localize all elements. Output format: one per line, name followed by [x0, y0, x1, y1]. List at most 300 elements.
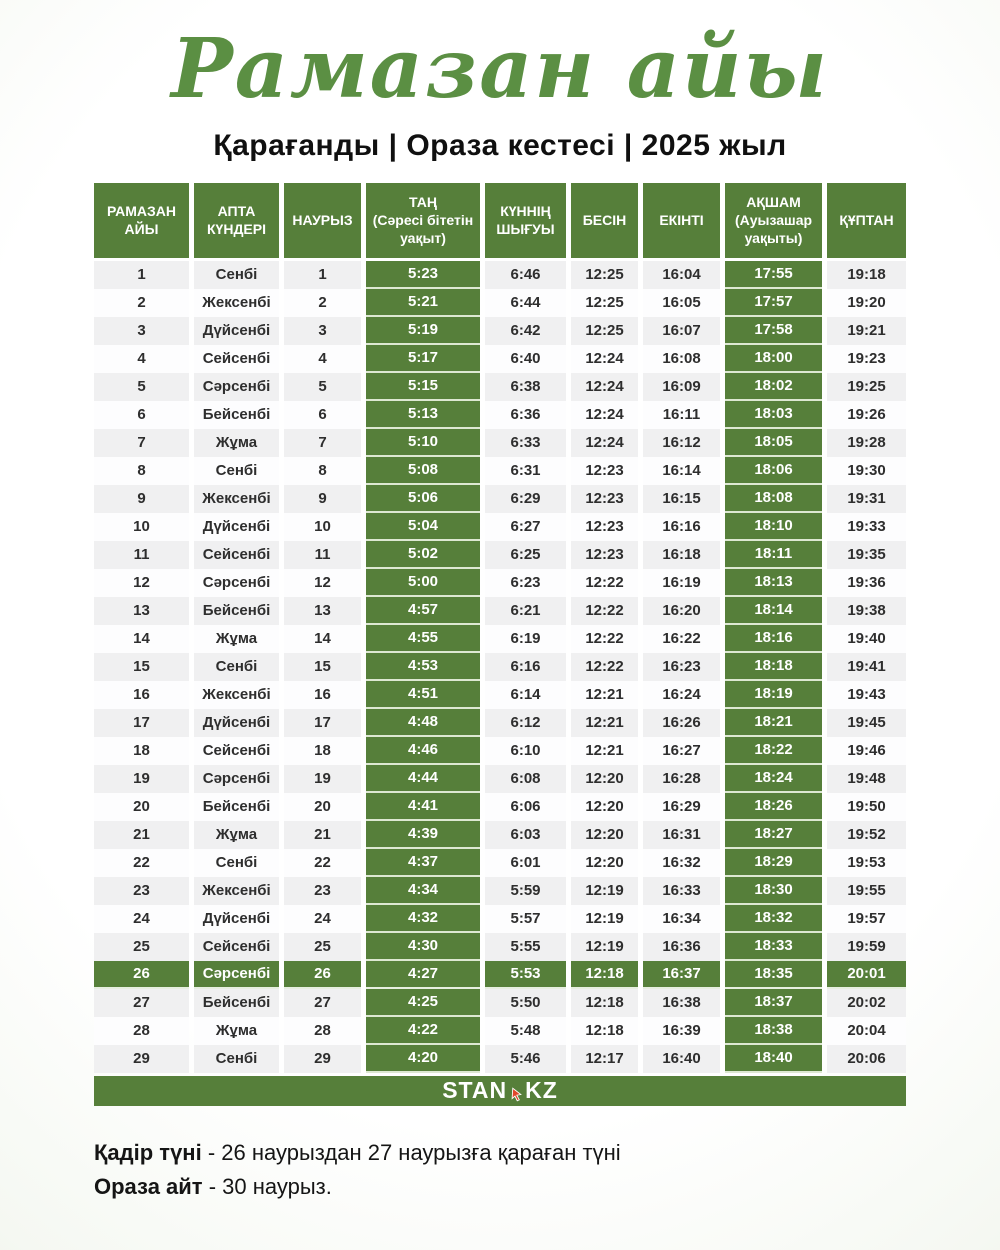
table-cell: 17:55 [725, 261, 822, 289]
table-cell: 18:22 [725, 737, 822, 765]
table-cell: 5:48 [485, 1017, 566, 1045]
table-cell: 12:22 [571, 625, 638, 653]
column-header: АПТА КҮНДЕРІ [194, 183, 279, 258]
table-cell: 12:20 [571, 821, 638, 849]
table-cell: 20:04 [827, 1017, 906, 1045]
table-cell: 18:03 [725, 401, 822, 429]
table-row [94, 289, 906, 317]
table-cell: 18:16 [725, 625, 822, 653]
table-cell: 13 [284, 597, 361, 625]
table-cell: 16:40 [643, 1045, 720, 1073]
table-cell: 5:46 [485, 1045, 566, 1073]
table-cell: 19:30 [827, 457, 906, 485]
table-cell: 6:10 [485, 737, 566, 765]
table-cell: 12:25 [571, 261, 638, 289]
table-cell: 18:33 [725, 933, 822, 961]
table-cell: 12:25 [571, 289, 638, 317]
table-cell: 5:04 [366, 513, 480, 541]
table-cell: 29 [94, 1045, 189, 1073]
table-cell: 17:58 [725, 317, 822, 345]
table-cell: 9 [94, 485, 189, 513]
table-cell: 27 [94, 989, 189, 1017]
table-row [94, 821, 906, 849]
table-cell: 16:04 [643, 261, 720, 289]
table-row [94, 625, 906, 653]
table-cell: 16:20 [643, 597, 720, 625]
table-cell: 26 [284, 961, 361, 989]
table-cell: 5:59 [485, 877, 566, 905]
table-cell: 6:33 [485, 429, 566, 457]
table-cell: 6:08 [485, 765, 566, 793]
table-cell: 19:43 [827, 681, 906, 709]
table-cell: 12:21 [571, 709, 638, 737]
table-cell: 6:29 [485, 485, 566, 513]
table-cell: 18:13 [725, 569, 822, 597]
table-row [94, 681, 906, 709]
table-cell: 18:35 [725, 961, 822, 989]
table-cell: 17 [94, 709, 189, 737]
column-header: РАМАЗАН АЙЫ [94, 183, 189, 258]
table-cell: 18:26 [725, 793, 822, 821]
table-cell: 6:46 [485, 261, 566, 289]
table-cell: Сейсенбі [194, 541, 279, 569]
table-row [94, 317, 906, 345]
table-cell: 18:14 [725, 597, 822, 625]
table-cell: 26 [94, 961, 189, 989]
table-cell: 10 [94, 513, 189, 541]
table-cell: 19:40 [827, 625, 906, 653]
table-cell: 18:08 [725, 485, 822, 513]
table-cell: 20 [284, 793, 361, 821]
table-cell: 4:51 [366, 681, 480, 709]
table-cell: Жұма [194, 821, 279, 849]
table-cell: Сейсенбі [194, 933, 279, 961]
table-cell: 12:19 [571, 905, 638, 933]
table-cell: 4:41 [366, 793, 480, 821]
table-cell: 12:17 [571, 1045, 638, 1073]
table-cell: 12:22 [571, 653, 638, 681]
table-cell: 4 [284, 345, 361, 373]
table-cell: 6:23 [485, 569, 566, 597]
note-text: - 30 наурыз. [202, 1173, 332, 1199]
table-cell: 22 [94, 849, 189, 877]
table-header-row [94, 183, 906, 258]
table-cell: 4:34 [366, 877, 480, 905]
table-cell: 5:53 [485, 961, 566, 989]
table-cell: 12 [284, 569, 361, 597]
table-cell: 19 [284, 765, 361, 793]
table-row [94, 1045, 906, 1073]
table-cell: 18:06 [725, 457, 822, 485]
table-cell: 18:24 [725, 765, 822, 793]
table-cell: 17:57 [725, 289, 822, 317]
table-cell: 17 [284, 709, 361, 737]
table-cell: 11 [94, 541, 189, 569]
table-cell: 10 [284, 513, 361, 541]
table-cell: 5 [94, 373, 189, 401]
table-cell: 16:26 [643, 709, 720, 737]
table-cell: 4:25 [366, 989, 480, 1017]
table-cell: 16:36 [643, 933, 720, 961]
column-header: КҮННІҢ ШЫҒУЫ [485, 183, 566, 258]
table-cell: 16:24 [643, 681, 720, 709]
table-cell: 12:19 [571, 933, 638, 961]
table-cell: 12:20 [571, 849, 638, 877]
table-cell: 16:38 [643, 989, 720, 1017]
logo-text-kz: KZ [525, 1077, 558, 1104]
table-cell: 16:23 [643, 653, 720, 681]
table-cell: 5:17 [366, 345, 480, 373]
table-cell: 4:53 [366, 653, 480, 681]
prayer-times-table [94, 183, 906, 1106]
table-cell: 4:55 [366, 625, 480, 653]
table-cell: Дүйсенбі [194, 905, 279, 933]
table-cell: 6:44 [485, 289, 566, 317]
table-cell: 2 [94, 289, 189, 317]
table-row [94, 429, 906, 457]
table-cell: 28 [284, 1017, 361, 1045]
table-cell: 19:36 [827, 569, 906, 597]
table-cell: Дүйсенбі [194, 709, 279, 737]
table-cell: 12:22 [571, 597, 638, 625]
table-cell: Сенбі [194, 849, 279, 877]
table-row [94, 961, 906, 989]
table-cell: 13 [94, 597, 189, 625]
table-cell: 16:37 [643, 961, 720, 989]
table-cell: 7 [94, 429, 189, 457]
table-row [94, 569, 906, 597]
table-cell: 4:57 [366, 597, 480, 625]
table-row [94, 261, 906, 289]
table-cell: 19:52 [827, 821, 906, 849]
table-cell: 12:22 [571, 569, 638, 597]
table-cell: Дүйсенбі [194, 317, 279, 345]
table-cell: 19:59 [827, 933, 906, 961]
logo-bar [94, 1076, 906, 1106]
table-row [94, 513, 906, 541]
table-cell: 29 [284, 1045, 361, 1073]
cursor-icon [509, 1086, 524, 1103]
table-cell: 18:38 [725, 1017, 822, 1045]
note-term: Ораза айт [94, 1173, 203, 1199]
table-cell: 5:57 [485, 905, 566, 933]
table-cell: 6:42 [485, 317, 566, 345]
table-cell: 19:33 [827, 513, 906, 541]
column-header: ЕКІНТІ [643, 183, 720, 258]
table-cell: 16:31 [643, 821, 720, 849]
table-cell: 12:23 [571, 485, 638, 513]
table-cell: 6:14 [485, 681, 566, 709]
table-cell: Сейсенбі [194, 737, 279, 765]
table-row [94, 373, 906, 401]
table-cell: 2 [284, 289, 361, 317]
table-row [94, 933, 906, 961]
table-cell: 19:45 [827, 709, 906, 737]
table-cell: Сәрсенбі [194, 961, 279, 989]
table-cell: 22 [284, 849, 361, 877]
table-cell: 5:19 [366, 317, 480, 345]
table-cell: 24 [284, 905, 361, 933]
table-cell: 25 [94, 933, 189, 961]
table-row [94, 765, 906, 793]
table-cell: 20 [94, 793, 189, 821]
table-cell: 5:13 [366, 401, 480, 429]
table-cell: 3 [94, 317, 189, 345]
table-cell: 19:28 [827, 429, 906, 457]
table-cell: Сенбі [194, 457, 279, 485]
table-cell: 18:05 [725, 429, 822, 457]
table-cell: 19:25 [827, 373, 906, 401]
table-cell: 6:01 [485, 849, 566, 877]
table-cell: 5:21 [366, 289, 480, 317]
table-cell: 12:21 [571, 737, 638, 765]
table-cell: 18:32 [725, 905, 822, 933]
table-cell: 8 [284, 457, 361, 485]
table-cell: 1 [94, 261, 189, 289]
table-row [94, 653, 906, 681]
table-cell: 18:00 [725, 345, 822, 373]
table-cell: 14 [94, 625, 189, 653]
table-cell: 18:02 [725, 373, 822, 401]
table-cell: 16:08 [643, 345, 720, 373]
table-row [94, 485, 906, 513]
table-row [94, 793, 906, 821]
table-cell: 18:30 [725, 877, 822, 905]
table-cell: 23 [284, 877, 361, 905]
table-cell: 12:18 [571, 989, 638, 1017]
table-cell: 4:32 [366, 905, 480, 933]
column-header: ТАҢ (Сәресі бітетін уақыт) [366, 183, 480, 258]
table-cell: 6:38 [485, 373, 566, 401]
table-cell: 12:24 [571, 345, 638, 373]
table-cell: Сәрсенбі [194, 373, 279, 401]
table-cell: 19:41 [827, 653, 906, 681]
table-cell: 18:11 [725, 541, 822, 569]
table-cell: Жұма [194, 1017, 279, 1045]
note-oraza-ait [94, 1170, 1000, 1204]
table-cell: 19:50 [827, 793, 906, 821]
table-cell: 16:32 [643, 849, 720, 877]
stan-kz-logo [442, 1077, 558, 1104]
table-cell: 5:50 [485, 989, 566, 1017]
table-cell: 16 [94, 681, 189, 709]
table-cell: 5:02 [366, 541, 480, 569]
table-cell: 16:16 [643, 513, 720, 541]
note-qadir-night [94, 1136, 1000, 1170]
table-cell: 4:44 [366, 765, 480, 793]
table-cell: 18:37 [725, 989, 822, 1017]
table-cell: 19:46 [827, 737, 906, 765]
table-cell: 24 [94, 905, 189, 933]
table-cell: 12 [94, 569, 189, 597]
table-cell: 6:06 [485, 793, 566, 821]
table-cell: 1 [284, 261, 361, 289]
table-cell: 16:11 [643, 401, 720, 429]
table-cell: 16:27 [643, 737, 720, 765]
table-cell: 6:19 [485, 625, 566, 653]
table-cell: 16:33 [643, 877, 720, 905]
table-cell: 19:55 [827, 877, 906, 905]
table-cell: 18:18 [725, 653, 822, 681]
table-cell: 28 [94, 1017, 189, 1045]
column-header: НАУРЫЗ [284, 183, 361, 258]
table-cell: 4:46 [366, 737, 480, 765]
table-cell: 5:00 [366, 569, 480, 597]
table-cell: Сейсенбі [194, 345, 279, 373]
table-row [94, 1017, 906, 1045]
table-row [94, 345, 906, 373]
table-cell: 16:12 [643, 429, 720, 457]
table-row [94, 877, 906, 905]
table-cell: 18 [94, 737, 189, 765]
table-cell: 18:21 [725, 709, 822, 737]
table-cell: 18:10 [725, 513, 822, 541]
table-cell: 5:15 [366, 373, 480, 401]
table-cell: 6 [94, 401, 189, 429]
table-cell: 16:09 [643, 373, 720, 401]
table-row [94, 541, 906, 569]
table-cell: 12:23 [571, 541, 638, 569]
table-cell: 9 [284, 485, 361, 513]
table-cell: Жексенбі [194, 681, 279, 709]
table-cell: 18:27 [725, 821, 822, 849]
table-cell: 18:29 [725, 849, 822, 877]
column-header: БЕСІН [571, 183, 638, 258]
table-cell: 6:40 [485, 345, 566, 373]
table-cell: 15 [284, 653, 361, 681]
column-header: ҚҰПТАН [827, 183, 906, 258]
table-cell: 19:48 [827, 765, 906, 793]
table-cell: 20:02 [827, 989, 906, 1017]
table-cell: 6:36 [485, 401, 566, 429]
table-cell: Жексенбі [194, 877, 279, 905]
table-cell: Сенбі [194, 653, 279, 681]
table-row [94, 709, 906, 737]
table-cell: 12:20 [571, 765, 638, 793]
table-cell: 4:22 [366, 1017, 480, 1045]
table-cell: 3 [284, 317, 361, 345]
table-cell: 12:23 [571, 513, 638, 541]
table-cell: 21 [284, 821, 361, 849]
table-cell: 12:19 [571, 877, 638, 905]
table-cell: 12:20 [571, 793, 638, 821]
table-cell: Бейсенбі [194, 989, 279, 1017]
table-cell: 19:31 [827, 485, 906, 513]
table-cell: 19:21 [827, 317, 906, 345]
table-cell: 5:08 [366, 457, 480, 485]
table-cell: Жұма [194, 625, 279, 653]
table-cell: 19:38 [827, 597, 906, 625]
table-cell: 5:10 [366, 429, 480, 457]
table-cell: 8 [94, 457, 189, 485]
table-cell: 16:15 [643, 485, 720, 513]
table-cell: 12:18 [571, 961, 638, 989]
table-cell: 5:55 [485, 933, 566, 961]
table-cell: 16:39 [643, 1017, 720, 1045]
table-row [94, 905, 906, 933]
table-cell: 6:25 [485, 541, 566, 569]
table-cell: 12:24 [571, 401, 638, 429]
table-cell: Бейсенбі [194, 793, 279, 821]
table-cell: Сенбі [194, 261, 279, 289]
logo-text-stan: STAN [442, 1077, 508, 1104]
table-cell: 6:31 [485, 457, 566, 485]
table-cell: 16:19 [643, 569, 720, 597]
table-cell: 11 [284, 541, 361, 569]
table-cell: 5 [284, 373, 361, 401]
table-cell: 18:40 [725, 1045, 822, 1073]
table-cell: 16:18 [643, 541, 720, 569]
table-cell: 4:48 [366, 709, 480, 737]
table-cell: Сәрсенбі [194, 765, 279, 793]
table-cell: 12:25 [571, 317, 638, 345]
table-cell: 20:01 [827, 961, 906, 989]
table-cell: 16:34 [643, 905, 720, 933]
table-cell: 16:07 [643, 317, 720, 345]
table-cell: 18 [284, 737, 361, 765]
table-cell: 4:20 [366, 1045, 480, 1073]
table-cell: 4 [94, 345, 189, 373]
table-cell: 21 [94, 821, 189, 849]
table-cell: 23 [94, 877, 189, 905]
table-cell: 19:35 [827, 541, 906, 569]
table-cell: 25 [284, 933, 361, 961]
table-cell: 12:23 [571, 457, 638, 485]
table-cell: 19:53 [827, 849, 906, 877]
table-cell: 5:23 [366, 261, 480, 289]
table-cell: 19:57 [827, 905, 906, 933]
table-cell: Сенбі [194, 1045, 279, 1073]
table-cell: 4:27 [366, 961, 480, 989]
table-cell: 6 [284, 401, 361, 429]
notes [94, 1136, 1000, 1204]
table-cell: 16:14 [643, 457, 720, 485]
table-cell: 6:16 [485, 653, 566, 681]
table-row [94, 597, 906, 625]
table-cell: 12:21 [571, 681, 638, 709]
table-cell: 16:28 [643, 765, 720, 793]
table-cell: 6:12 [485, 709, 566, 737]
table-row [94, 457, 906, 485]
table-cell: 20:06 [827, 1045, 906, 1073]
table-cell: 19:20 [827, 289, 906, 317]
table-cell: 6:03 [485, 821, 566, 849]
table-row [94, 989, 906, 1017]
table-cell: 12:24 [571, 429, 638, 457]
table-cell: 19:26 [827, 401, 906, 429]
table-row [94, 737, 906, 765]
table-cell: 16 [284, 681, 361, 709]
table-cell: 4:30 [366, 933, 480, 961]
table-cell: 27 [284, 989, 361, 1017]
table-row [94, 849, 906, 877]
table-cell: 6:27 [485, 513, 566, 541]
table-cell: 16:05 [643, 289, 720, 317]
table-row [94, 401, 906, 429]
table-cell: 7 [284, 429, 361, 457]
table-cell: 12:24 [571, 373, 638, 401]
table-cell: Жұма [194, 429, 279, 457]
table-cell: 18:19 [725, 681, 822, 709]
table-cell: 19:18 [827, 261, 906, 289]
table-cell: 16:22 [643, 625, 720, 653]
table-cell: 4:37 [366, 849, 480, 877]
table-cell: 6:21 [485, 597, 566, 625]
table-cell: Бейсенбі [194, 597, 279, 625]
table-cell: 5:06 [366, 485, 480, 513]
column-header: АҚШАМ (Ауызашар уақыты) [725, 183, 822, 258]
table-cell: Жексенбі [194, 289, 279, 317]
